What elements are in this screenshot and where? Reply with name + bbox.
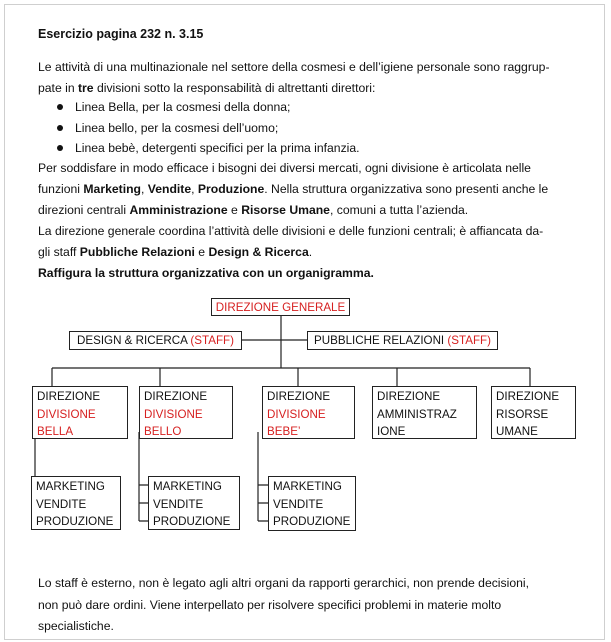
direction-box-amministrazione <box>372 386 477 439</box>
direction-box-bella <box>32 386 128 439</box>
body-line-4: La direzione generale coordina l’attività delle divisioni e delle funzioni centrali; è affiancata da- <box>38 224 544 238</box>
direction-line: IONE <box>377 425 406 438</box>
function-line: VENDITE <box>273 497 324 511</box>
direction-box-bebe <box>262 386 355 439</box>
staff-tag: (STAFF) <box>447 334 491 347</box>
exercise-title: Esercizio pagina 232 n. 3.15 <box>38 27 204 41</box>
staff-note <box>38 573 584 638</box>
task-line: Raffigura la struttura organizzativa con un organigramma. <box>38 266 374 280</box>
body-line-5: gli staff Pubbliche Relazioni e Design & Ricerca. <box>38 245 313 259</box>
function-line: PRODUZIONE <box>36 515 114 528</box>
functions-box-bebe <box>268 476 356 531</box>
direction-line: DIREZIONE <box>144 390 208 403</box>
list-item: Linea bello, per la cosmesi dell’uomo; <box>38 118 360 139</box>
function-line: PRODUZIONE <box>273 515 351 528</box>
functions-box-bello <box>148 476 240 530</box>
function-line: VENDITE <box>36 497 87 511</box>
list-item: Linea Bella, per la cosmesi della donna; <box>38 97 360 118</box>
direction-line: DIVISIONE <box>144 407 203 421</box>
staff-design-label: DESIGN & RICERCA <box>77 334 188 347</box>
staff-design-box <box>69 331 242 350</box>
staff-note-line: non può dare ordini. Viene interpellato per risolvere specifici problemi in materie molto <box>38 597 502 612</box>
staff-note-line: specialistiche. <box>38 619 114 633</box>
function-line: VENDITE <box>153 497 204 511</box>
body-line-1: Per soddisfare in modo efficace i bisogni dei diversi mercati, ogni divisione è articolata nelle <box>38 161 531 175</box>
direction-line: BELLA <box>37 425 74 438</box>
direzione-generale-label: DIREZIONE GENERALE <box>215 301 346 314</box>
direzione-generale-box <box>211 298 350 316</box>
function-line: MARKETING <box>36 480 105 493</box>
direction-line: DIVISIONE <box>37 407 96 421</box>
functions-box-bella <box>31 476 121 530</box>
direction-box-risorse-umane <box>491 386 576 439</box>
bracket-bebe <box>258 432 268 521</box>
function-line: MARKETING <box>153 480 222 493</box>
direction-line: BELLO <box>144 425 182 438</box>
function-line: PRODUZIONE <box>153 515 231 528</box>
staff-note-line: Lo staff è esterno, non è legato agli altri organi da rapporti gerarchici, non prende decisioni, <box>38 576 529 590</box>
direction-line: UMANE <box>496 425 538 438</box>
function-line: MARKETING <box>273 480 342 493</box>
staff-tag: (STAFF) <box>190 334 234 347</box>
direction-line: DIREZIONE <box>267 390 331 403</box>
direction-line: DIREZIONE <box>37 390 101 403</box>
direction-line: BEBE’ <box>267 425 301 438</box>
direction-line: DIREZIONE <box>496 390 560 403</box>
direction-box-bello <box>139 386 233 439</box>
list-item: Linea bebè, detergenti specifici per la prima infanzia. <box>38 138 360 159</box>
direction-line: RISORSE <box>496 407 549 421</box>
staff-pr-label: PUBBLICHE RELAZIONI <box>314 334 445 347</box>
direction-line: DIREZIONE <box>377 390 441 403</box>
body-line-3: direzioni centrali Amministrazione e Risorse Umane, comuni a tutta l’azienda. <box>38 203 469 217</box>
bracket-bello <box>139 432 148 521</box>
staff-pr-box <box>307 331 498 350</box>
intro-line-1: Le attività di una multinazionale nel settore della cosmesi e dell’igiene personale sono raggrup- <box>38 60 550 74</box>
direction-line: DIVISIONE <box>267 407 326 421</box>
direction-line: AMMINISTRAZ <box>377 407 457 421</box>
intro-line-2: pate in tre divisioni sotto la responsabilità di altrettanti direttori: <box>38 81 376 95</box>
body-line-2: funzioni Marketing, Vendite, Produzione. Nella struttura organizzativa sono presenti anche le <box>38 182 549 196</box>
